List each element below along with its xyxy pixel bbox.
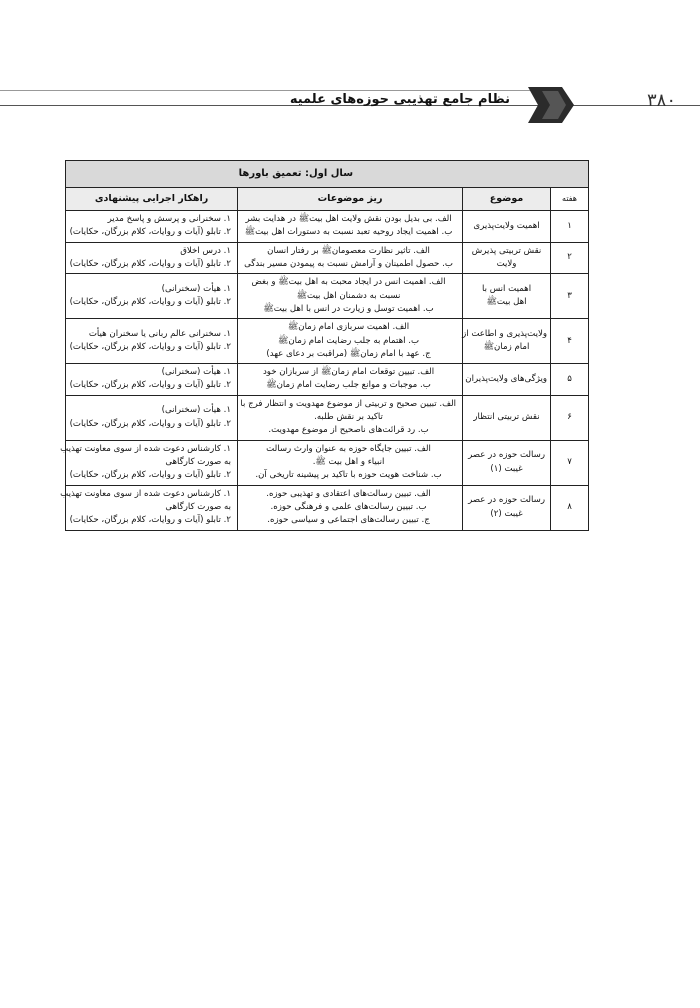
subtopics-cell-line: ب. اهمیت ایجاد روحیه تعبد نسبت به دستورات اهل بیتﷺ: [244, 227, 453, 238]
methods-cell-line: ۱. کارشناس دعوت شده از سوی معاونت تهذیب: [60, 443, 232, 454]
subtopics-cell-line: ج. عهد با امام زمانﷺ (مراقبت بر دعای عهد): [266, 348, 431, 359]
methods-cell: [66, 274, 238, 319]
column-header-subtopics: ریز موضوعات: [238, 188, 463, 211]
topic-cell-line: ولایت‌پذیری و اطاعت از: [462, 328, 548, 339]
week-cell: ۶: [551, 395, 589, 440]
subtopics-cell-line: نسبت به دشمنان اهل بیتﷺ: [296, 290, 401, 301]
table-row: [66, 274, 589, 319]
topic-cell-line: رسالت حوزه در عصر: [468, 450, 545, 461]
methods-cell: [66, 211, 238, 243]
column-header-methods: راهکار اجرایی پیشنهادی: [66, 188, 238, 211]
subtopics-cell: [238, 485, 463, 530]
subtopics-cell-line: ب. تبیین رسالت‌های علمی و فرهنگی حوزه.: [270, 501, 427, 512]
topic-cell: [463, 319, 551, 364]
header-rule-upper: [0, 90, 540, 91]
topic-cell-line: رسالت حوزه در عصر: [468, 495, 545, 506]
subtopics-cell: [238, 319, 463, 364]
methods-cell-line: ۲. تابلو (آیات و روایات، کلام بزرگان، حکایات): [69, 297, 232, 308]
table-row: [66, 395, 589, 440]
table-row: [66, 364, 589, 396]
topic-cell-line: اهمیت انس با: [481, 283, 532, 294]
topic-cell: [463, 274, 551, 319]
subtopics-cell-line: ج. تبیین رسالت‌های اجتماعی و سیاسی حوزه.: [267, 515, 430, 526]
topic-cell-line: اهل بیتﷺ: [486, 297, 527, 308]
methods-cell-line: ۱. هیأت (سخنرانی): [161, 283, 232, 294]
subtopics-cell: [238, 211, 463, 243]
subtopics-cell: [238, 274, 463, 319]
table-row: [66, 242, 589, 274]
week-cell: ۳: [551, 274, 589, 319]
subtopics-cell: [238, 440, 463, 485]
subtopics-cell: [238, 395, 463, 440]
header-tab-ornament: [528, 87, 574, 123]
subtopics-cell-line: انبیاء و اهل بیت ﷺ.: [312, 457, 385, 467]
subtopics-cell: [238, 242, 463, 274]
methods-cell-line: ۱. هیأت (سخنرانی): [161, 405, 232, 416]
topic-cell: [463, 440, 551, 485]
topic-cell-line: امام زمانﷺ: [483, 342, 530, 353]
subtopics-cell-line: الف. تبیین صحیح و تربیتی از موضوع مهدویت و انتظار فرج با: [240, 398, 457, 409]
topic-cell: [463, 211, 551, 243]
methods-cell-line: ۲. تابلو (آیات و روایات، کلام بزرگان، حکایات): [69, 227, 232, 238]
subtopics-cell-line: ب. رد قرائت‌های ناصحیح از موضوع مهدویت.: [268, 425, 429, 436]
subtopics-cell-line: الف. تاثیر نظارت معصومانﷺ بر رفتار انسان: [267, 245, 430, 256]
topic-cell: [463, 364, 551, 396]
table-row: [66, 211, 589, 243]
methods-cell-line: ۱. هیأت (سخنرانی): [161, 367, 232, 378]
subtopics-cell-line: ب. موجبات و موانع جلب رضایت امام زمانﷺ: [266, 380, 431, 391]
topic-cell: [463, 485, 551, 530]
methods-cell-line: ۱. درس اخلاق: [180, 245, 232, 256]
week-cell: ۲: [551, 242, 589, 274]
subtopics-cell-line: ب. حصول اطمینان و آرامش نسبت به پیمودن مسیر بندگی: [244, 258, 453, 269]
subtopics-cell-line: الف. تبیین رسالت‌های اعتقادی و تهذیبی حوزه.: [266, 488, 431, 499]
methods-cell: [66, 364, 238, 396]
methods-cell: [66, 242, 238, 274]
table-row: [66, 319, 589, 364]
subtopics-cell-line: تاکید بر نقش طلبه.: [314, 412, 383, 423]
week-cell: ۷: [551, 440, 589, 485]
subtopics-cell-line: الف. تبیین جایگاه حوزه به عنوان وارث رسالت: [266, 443, 431, 454]
methods-cell-line: ۲. تابلو (آیات و روایات، کلام بزرگان، حکایات): [69, 342, 232, 353]
topic-cell-line: ولایت: [496, 258, 517, 269]
methods-cell: [66, 395, 238, 440]
methods-cell-line: ۲. تابلو (آیات و روایات، کلام بزرگان، حکایات): [69, 515, 232, 526]
table-row: [66, 440, 589, 485]
week-cell: ۱: [551, 211, 589, 243]
methods-cell-line: ۱. کارشناس دعوت شده از سوی معاونت تهذیب: [60, 488, 232, 499]
methods-cell-line: ۲. تابلو (آیات و روایات، کلام بزرگان، حکایات): [69, 380, 232, 391]
subtopics-cell-line: الف. بی بدیل بودن نقش ولایت اهل بیتﷺ در هدایت بشر: [245, 214, 452, 224]
table-row: [66, 485, 589, 530]
book-title: نظام جامع تهذیبی حوزه‌های علمیه: [289, 92, 510, 107]
methods-cell-line: به صورت کارگاهی: [165, 457, 232, 467]
week-cell: ۴: [551, 319, 589, 364]
column-header-topic: موضوع: [463, 188, 551, 211]
methods-cell-line: ۲. تابلو (آیات و روایات، کلام بزرگان، حکایات): [69, 418, 232, 429]
subtopics-cell-line: ب. اهمیت توسل و زیارت در انس با اهل بیتﷺ: [263, 303, 434, 314]
subtopics-cell-line: الف. اهمیت سربازی امام زمانﷺ: [287, 322, 410, 333]
methods-cell-line: ۲. تابلو (آیات و روایات، کلام بزرگان، حکایات): [69, 470, 232, 481]
column-header-week: هفته: [551, 188, 589, 211]
subtopics-cell-line: الف. تبیین توقعات امام زمانﷺ از سربازان خود: [262, 367, 435, 378]
subtopics-cell-line: الف. اهمیت انس در ایجاد محبت به اهل بیتﷺ و بغض: [251, 277, 446, 288]
subtopics-cell-line: ب. شناخت هویت حوزه با تاکید بر پیشینه تاریخی آن.: [255, 470, 442, 481]
methods-cell: [60, 440, 238, 485]
curriculum-table: [60, 160, 589, 531]
topic-cell-line: ویژگی‌های ولایت‌پذیران: [465, 373, 548, 384]
table-body: [60, 211, 589, 531]
week-cell: ۵: [551, 364, 589, 396]
topic-cell-line: غیبت (۱): [490, 463, 523, 474]
week-cell: ۸: [551, 485, 589, 530]
subtopics-cell-line: ب. اهتمام به جلب رضایت امام زمانﷺ: [277, 335, 420, 346]
methods-cell-line: ۱. سخنرانی عالم ربانی یا سخنران هیأت: [88, 328, 232, 339]
topic-cell-line: غیبت (۲): [490, 508, 523, 519]
page-number: ۳۸۰: [646, 90, 676, 111]
methods-cell-line: به صورت کارگاهی: [165, 501, 232, 512]
topic-cell-line: اهمیت ولایت‌پذیری: [473, 220, 540, 231]
table-title: سال اول: تعمیق باورها: [66, 161, 589, 188]
curriculum-table-container: [60, 160, 588, 531]
topic-cell-line: نقش تربیتی پذیرش: [471, 245, 542, 256]
topic-cell-line: نقش تربیتی انتظار: [473, 412, 540, 423]
methods-cell-line: ۲. تابلو (آیات و روایات، کلام بزرگان، حکایات): [69, 258, 232, 269]
subtopics-cell: [238, 364, 463, 396]
methods-cell-line: ۱. سخنرانی و پرسش و پاسخ مدیر: [107, 214, 232, 224]
topic-cell: [463, 242, 551, 274]
methods-cell: [60, 485, 238, 530]
topic-cell: [463, 395, 551, 440]
methods-cell: [66, 319, 238, 364]
